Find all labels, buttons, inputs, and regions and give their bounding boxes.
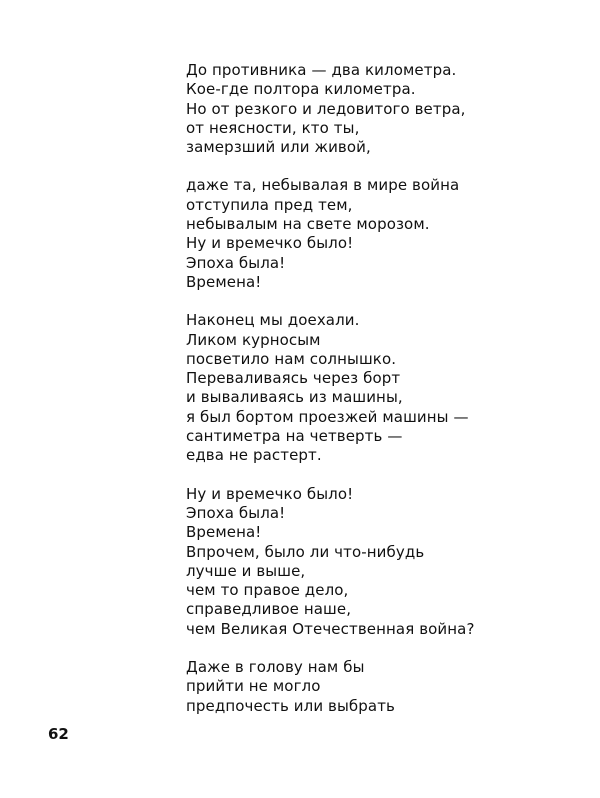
- poem-line: сантиметра на четверть —: [186, 427, 403, 446]
- poem-line: Даже в голову нам бы: [186, 658, 365, 677]
- poem-line: я был бортом проезжей машины —: [186, 407, 469, 426]
- poem-line: чем то правое дело,: [186, 581, 349, 600]
- poem-line: предпочесть или выбрать: [186, 696, 395, 715]
- poem-line: Ликом курносым: [186, 330, 321, 349]
- poem-line: Эпоха была!: [186, 503, 286, 522]
- poem-line: от неясности, кто ты,: [186, 118, 360, 137]
- poem-line: посветило нам солнышко.: [186, 349, 397, 368]
- poem-line: Эпоха была!: [186, 253, 286, 272]
- poem-line: Кое-где полтора километра.: [186, 80, 416, 99]
- poem-line: лучше и выше,: [186, 561, 306, 580]
- stanza-3: [186, 311, 586, 465]
- stanza-2: [186, 176, 586, 292]
- poem-line: Времена!: [186, 523, 262, 542]
- poem-line: прийти не могло: [186, 677, 321, 696]
- poem-text: [186, 61, 586, 735]
- poem-line: даже та, небывалая в мире война: [186, 176, 460, 195]
- page-number: 62: [48, 725, 69, 743]
- poem-line: замерзший или живой,: [186, 138, 371, 157]
- poem-line: Но от резкого и ледовитого ветра,: [186, 99, 466, 118]
- poem-line: Ну и времечко было!: [186, 484, 354, 503]
- stanza-1: [186, 61, 586, 157]
- poem-line: Времена!: [186, 272, 262, 291]
- poem-line: и вываливаясь из машины,: [186, 388, 403, 407]
- poem-line: небывалым на свете морозом.: [186, 215, 430, 234]
- poem-line: Переваливаясь через борт: [186, 369, 401, 388]
- poem-line: До противника — два километра.: [186, 61, 457, 79]
- poem-line: справедливое наше,: [186, 600, 352, 619]
- stanza-4: [186, 485, 586, 639]
- poem-line: чем Великая Отечественная война?: [186, 619, 475, 638]
- poem-line: Наконец мы доехали.: [186, 311, 360, 330]
- poem-line: Ну и времечко было!: [186, 234, 354, 253]
- stanza-5: [186, 658, 586, 716]
- poem-line: Впрочем, было ли что-нибудь: [186, 542, 425, 561]
- poem-line: отступила пред тем,: [186, 195, 353, 214]
- poem-line: едва не растерт.: [186, 446, 322, 465]
